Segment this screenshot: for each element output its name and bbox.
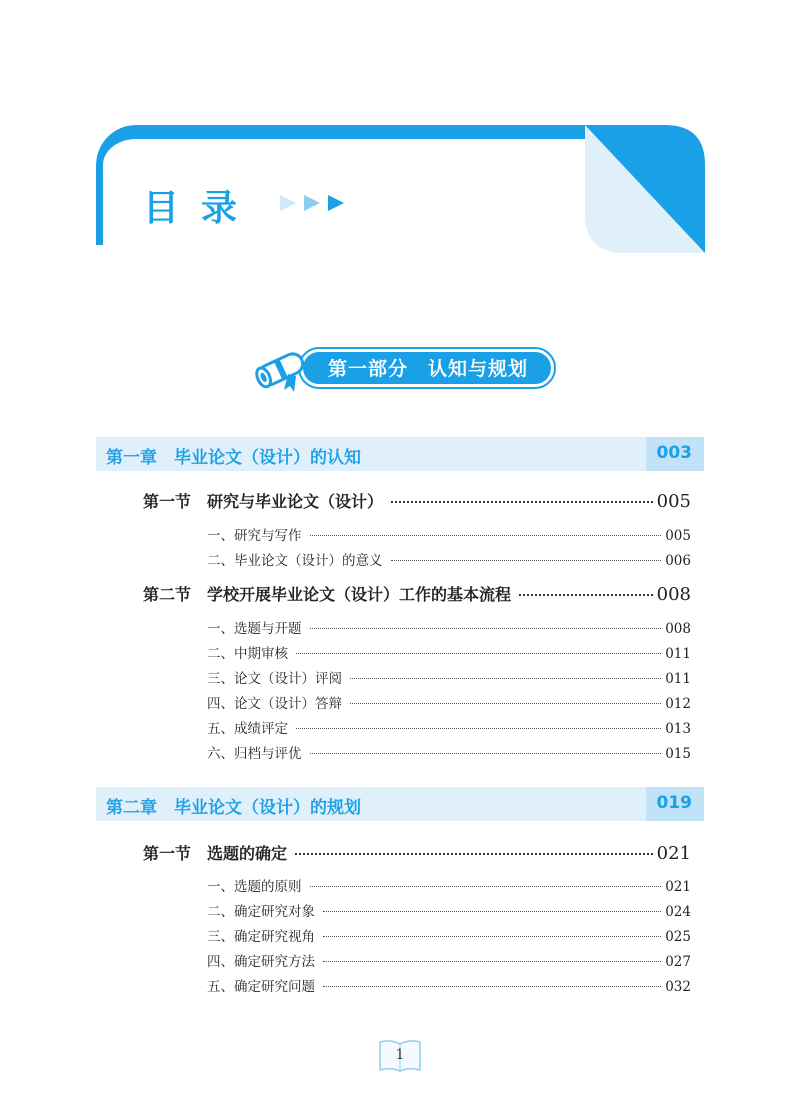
- item-page: 021: [665, 879, 691, 895]
- item-label: 三、论文（设计）评阅: [207, 671, 342, 687]
- toc-item[interactable]: [207, 900, 691, 920]
- item-label: 五、确定研究问题: [207, 979, 315, 995]
- chapter-page-number: 019: [656, 793, 692, 813]
- chapter-bar-2: [96, 787, 704, 821]
- section-label: 第二节 学校开展毕业论文（设计）工作的基本流程: [143, 585, 512, 604]
- header-frame-gap: [96, 245, 106, 325]
- item-label: 四、论文（设计）答辩: [207, 696, 342, 712]
- dot-leader: [519, 594, 653, 596]
- item-page: 011: [665, 671, 691, 687]
- part-banner: [244, 344, 554, 394]
- chapter-title: 第一章 毕业论文（设计）的认知: [106, 448, 361, 468]
- toc-item[interactable]: [207, 617, 691, 637]
- section-label: 第一节 选题的确定: [143, 844, 288, 863]
- item-label: 一、选题的原则: [207, 879, 302, 895]
- chapter-title: 第二章 毕业论文（设计）的规划: [106, 798, 361, 818]
- item-label: 三、确定研究视角: [207, 929, 315, 945]
- toc-section-2-1[interactable]: [143, 841, 691, 864]
- item-label: 五、成绩评定: [207, 721, 288, 737]
- item-label: 四、确定研究方法: [207, 954, 315, 970]
- dot-leader: [310, 535, 662, 536]
- item-page: 006: [665, 553, 691, 569]
- toc-item[interactable]: [207, 742, 691, 762]
- item-label: 二、确定研究对象: [207, 904, 315, 920]
- item-page: 024: [665, 904, 691, 920]
- section-page: 005: [656, 491, 691, 512]
- dot-leader: [296, 728, 661, 729]
- part-title: 第一部分 认知与规划: [328, 358, 529, 380]
- item-page: 012: [665, 696, 691, 712]
- section-label: 第一节 研究与毕业论文（设计）: [143, 492, 384, 511]
- item-label: 一、选题与开题: [207, 621, 302, 637]
- toc-item[interactable]: [207, 950, 691, 970]
- toc-section-1-1[interactable]: [143, 489, 691, 512]
- item-page: 015: [665, 746, 691, 762]
- item-page: 025: [665, 929, 691, 945]
- diploma-scroll-icon: [244, 344, 324, 394]
- toc-item[interactable]: [207, 667, 691, 687]
- toc-section-1-2[interactable]: [143, 582, 691, 605]
- item-page: 032: [665, 979, 691, 995]
- toc-item[interactable]: [207, 925, 691, 945]
- page-corner-fold-icon: [585, 125, 705, 253]
- dot-leader: [350, 678, 661, 679]
- page-number: 1: [395, 1047, 405, 1063]
- item-label: 六、归档与评优: [207, 746, 302, 762]
- dot-leader: [323, 986, 661, 987]
- chapter-page-number: 003: [656, 443, 692, 463]
- toc-item[interactable]: [207, 975, 691, 995]
- dot-leader: [296, 653, 661, 654]
- item-label: 一、研究与写作: [207, 528, 302, 544]
- triple-arrow-icon: [280, 193, 352, 213]
- dot-leader: [323, 936, 661, 937]
- dot-leader: [295, 853, 653, 855]
- toc-item[interactable]: [207, 524, 691, 544]
- dot-leader: [323, 911, 661, 912]
- toc-item[interactable]: [207, 692, 691, 712]
- dot-leader: [391, 560, 662, 561]
- toc-item[interactable]: [207, 717, 691, 737]
- item-page: 027: [665, 954, 691, 970]
- page-title: 目录: [143, 188, 260, 229]
- item-label: 二、毕业论文（设计）的意义: [207, 553, 383, 569]
- chapter-bar-1: [96, 437, 704, 471]
- toc-item[interactable]: [207, 875, 691, 895]
- dot-leader: [310, 886, 662, 887]
- toc-item[interactable]: [207, 642, 691, 662]
- dot-leader: [391, 501, 653, 503]
- section-page: 008: [656, 584, 691, 605]
- dot-leader: [310, 753, 662, 754]
- toc-item[interactable]: [207, 549, 691, 569]
- dot-leader: [310, 628, 662, 629]
- item-page: 008: [665, 621, 691, 637]
- section-page: 021: [656, 843, 691, 864]
- item-label: 二、中期审核: [207, 646, 288, 662]
- item-page: 005: [665, 528, 691, 544]
- item-page: 011: [665, 646, 691, 662]
- item-page: 013: [665, 721, 691, 737]
- dot-leader: [350, 703, 661, 704]
- dot-leader: [323, 961, 661, 962]
